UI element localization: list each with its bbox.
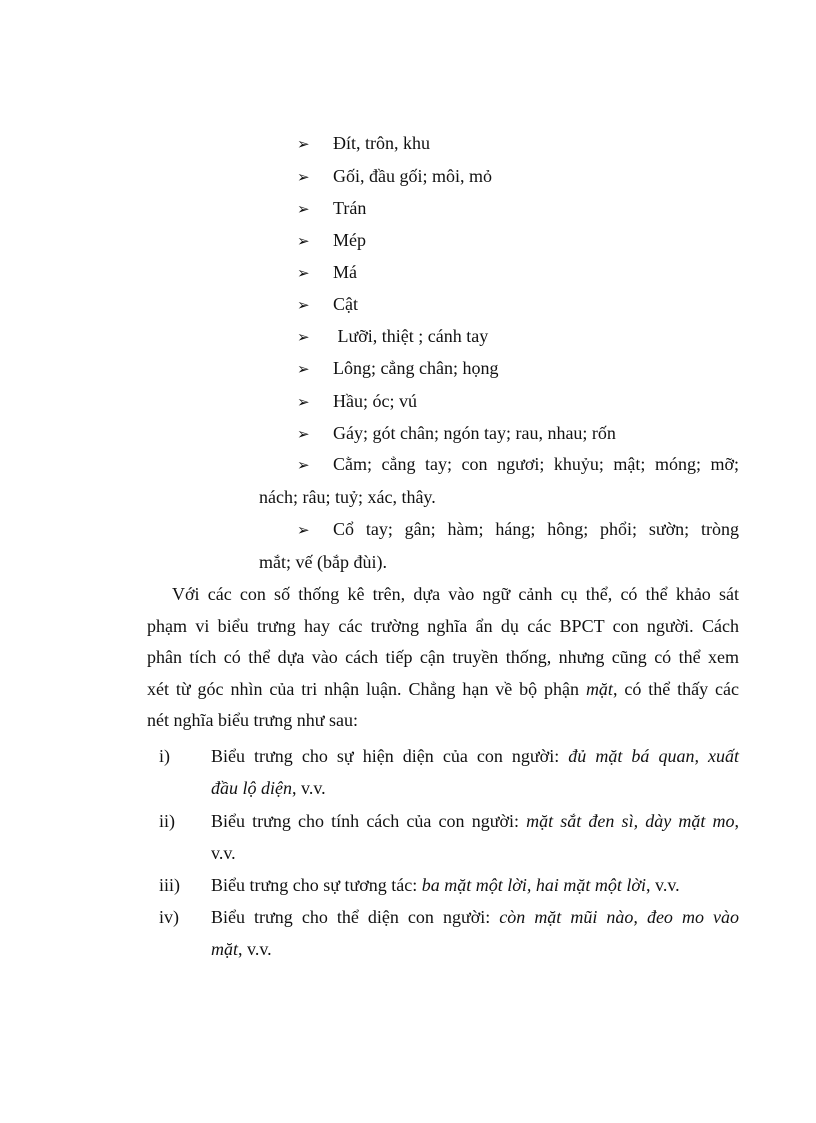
numbered-item: i) Biểu trưng cho sự hiện diện của con người: đủ mặt bá quan, xuất đầu lộ diện, v.v. [159, 746, 739, 798]
arrowhead-bullet-icon: ➢ [297, 328, 310, 346]
list-item: ➢ Trán [297, 198, 367, 218]
arrowhead-bullet-icon: ➢ [297, 168, 310, 186]
list-item: ➢ Má [297, 262, 357, 282]
arrowhead-bullet-icon: ➢ [297, 521, 310, 539]
list-item-wrapped: ➢ Cổ tay; gân; hàm; háng; hông; phổi; sườn; tròng mắt; vế (bắp đùi). [259, 513, 739, 578]
arrowhead-bullet-icon: ➢ [297, 135, 310, 153]
arrowhead-bullet-icon: ➢ [297, 264, 310, 282]
arrowhead-bullet-icon: ➢ [297, 456, 310, 474]
numbered-item: iii) Biểu trưng cho sự tương tác: ba mặt một lời, hai mặt một lời, v.v. [159, 875, 680, 895]
list-item-wrapped: ➢ Cằm; cẳng tay; con ngươi; khuỷu; mật; móng; mỡ; nách; râu; tuỷ; xác, thây. [259, 448, 739, 513]
arrowhead-bullet-icon: ➢ [297, 232, 310, 250]
list-item: ➢ Lưỡi, thiệt ; cánh tay [297, 326, 489, 346]
arrowhead-bullet-icon: ➢ [297, 296, 310, 314]
body-paragraph: Với các con số thống kê trên, dựa vào ngữ cảnh cụ thể, có thể khảo sát phạm vi biểu trưng hay các trường nghĩa ẩn dụ các BPCT con người. Cách phân tích có thể dựa vào cách tiếp cận truyền thống, nhưng cũng có thể xem xét từ góc nhìn của tri nhận luận. Chẳng hạn về bộ phận mặt, có thể thấy các nét nghĩa biểu trưng như sau: [147, 584, 739, 730]
numbered-item: iv) Biểu trưng cho thể diện con người: còn mặt mũi nào, đeo mo vào mặt, v.v. [159, 907, 740, 959]
list-item: ➢ Gối, đầu gối; môi, mỏ [297, 166, 492, 186]
arrowhead-bullet-icon: ➢ [297, 200, 310, 218]
list-item: ➢ Hầu; óc; vú [297, 391, 417, 411]
list-item: ➢ Lông; cẳng chân; họng [297, 358, 499, 378]
numbered-item: ii) Biểu trưng cho tính cách của con người: mặt sắt đen sì, dày mặt mo, v.v. [159, 811, 739, 863]
arrowhead-bullet-icon: ➢ [297, 360, 310, 378]
list-item: ➢ Gáy; gót chân; ngón tay; rau, nhau; rốn [297, 423, 616, 443]
list-item: ➢ Đít, trôn, khu [297, 133, 430, 153]
list-item: ➢ Mép [297, 230, 366, 250]
list-item: ➢ Cật [297, 294, 358, 314]
arrowhead-bullet-icon: ➢ [297, 425, 310, 443]
arrowhead-bullet-icon: ➢ [297, 393, 310, 411]
